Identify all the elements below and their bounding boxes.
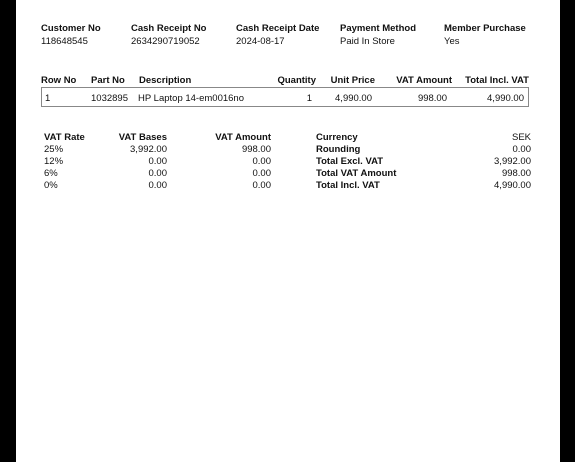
summary-total-excl-vat-value: 3,992.00 <box>494 156 531 167</box>
vat-amount-cell: 0.00 <box>252 180 271 191</box>
vat-rate-cell: 25% <box>44 144 64 155</box>
payment-method-label: Payment Method <box>340 23 417 34</box>
col-vat-amount: VAT Amount <box>396 75 452 86</box>
vat-base-cell: 0.00 <box>148 156 167 167</box>
vat-rate-cell: 12% <box>44 156 64 167</box>
vat-rate-header: VAT Rate <box>44 132 85 143</box>
summary-total-excl-vat-label: Total Excl. VAT <box>316 156 384 167</box>
summary-total-vat-amount-value: 998.00 <box>501 168 531 179</box>
col-unit-price: Unit Price <box>330 75 375 86</box>
quantity-cell: 1 <box>306 93 312 104</box>
summary-total-vat-amount-label: Total VAT Amount <box>316 168 397 179</box>
cash-receipt-no-value: 2634290719052 <box>131 36 200 47</box>
vat-base-cell: 0.00 <box>148 168 167 179</box>
cash-receipt-date-label: Cash Receipt Date <box>236 23 320 34</box>
summary-rounding-value: 0.00 <box>512 144 531 155</box>
vat-base-cell: 0.00 <box>148 180 167 191</box>
summary-currency-label: Currency <box>316 132 358 143</box>
member-purchase-value: Yes <box>444 36 460 47</box>
part-no-cell: 1032895 <box>91 93 128 104</box>
customer-no-label: Customer No <box>41 23 101 34</box>
receipt-page <box>16 0 560 462</box>
customer-no-value: 118648545 <box>41 36 88 47</box>
vat-rate-cell: 0% <box>44 180 58 191</box>
vat-rate-cell: 6% <box>44 168 58 179</box>
col-quantity: Quantity <box>277 75 316 86</box>
payment-method-value: Paid In Store <box>340 36 395 47</box>
vat-amount-cell: 998.00 <box>241 144 271 155</box>
vat-bases-header: VAT Bases <box>118 132 167 143</box>
col-row-no: Row No <box>41 75 77 86</box>
vat-base-cell: 3,992.00 <box>130 144 167 155</box>
vat-amount-cell: 0.00 <box>252 168 271 179</box>
vat-amount-cell: 998.00 <box>417 93 447 104</box>
col-total-incl-vat: Total Incl. VAT <box>465 75 529 86</box>
summary-total-incl-vat-value: 4,990.00 <box>494 180 531 191</box>
member-purchase-label: Member Purchase <box>444 23 526 34</box>
summary-total-incl-vat-label: Total Incl. VAT <box>316 180 380 191</box>
unit-price-cell: 4,990.00 <box>335 93 372 104</box>
description-cell: HP Laptop 14-em0016no <box>138 93 244 104</box>
col-part-no: Part No <box>91 75 125 86</box>
col-description: Description <box>139 75 192 86</box>
vat-amount-header: VAT Amount <box>215 132 271 143</box>
summary-rounding-label: Rounding <box>316 144 361 155</box>
total-incl-vat-cell: 4,990.00 <box>487 93 524 104</box>
cash-receipt-no-label: Cash Receipt No <box>131 23 207 34</box>
cash-receipt-date-value: 2024-08-17 <box>236 36 285 47</box>
vat-amount-cell: 0.00 <box>252 156 271 167</box>
summary-currency-value: SEK <box>511 132 531 143</box>
row-no-cell: 1 <box>45 93 51 104</box>
